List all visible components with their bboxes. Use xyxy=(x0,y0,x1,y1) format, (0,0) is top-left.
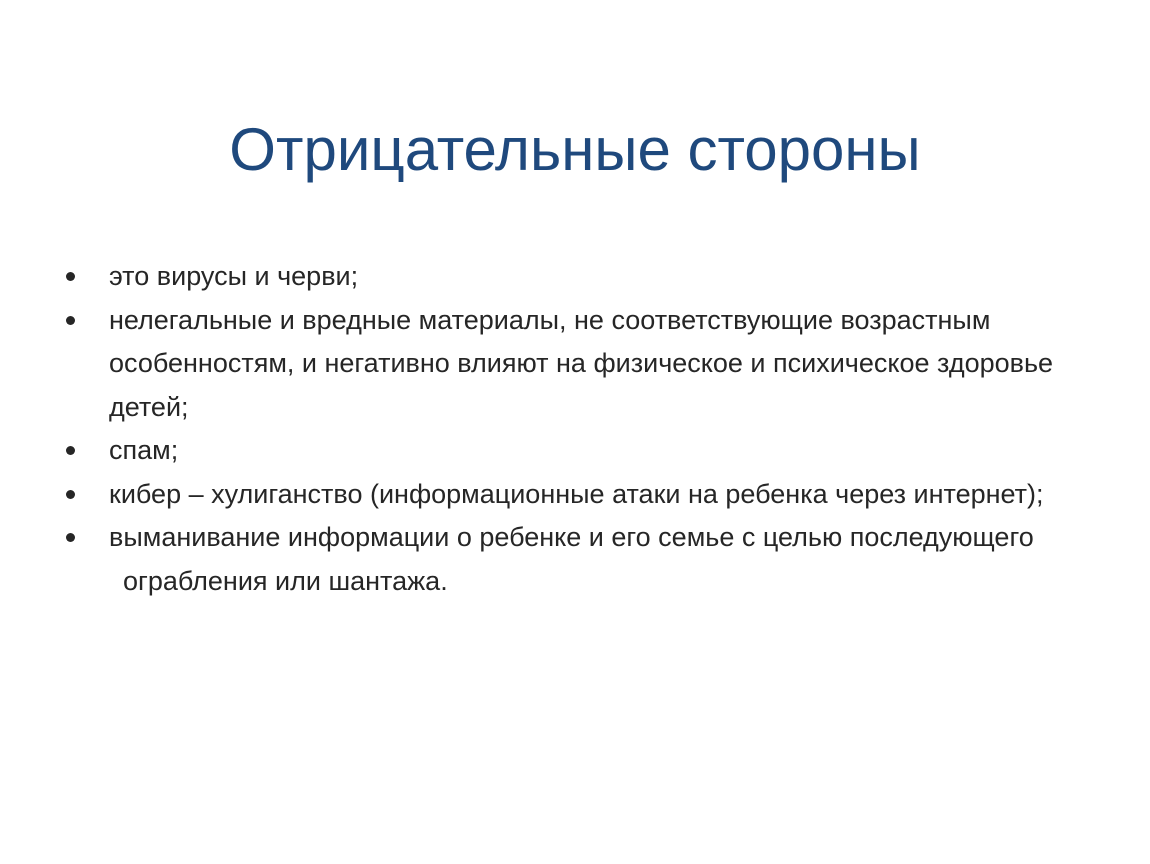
bullet-list xyxy=(60,255,1110,603)
bullet-icon xyxy=(66,272,75,281)
list-item xyxy=(60,255,1110,299)
list-item xyxy=(60,429,1110,473)
bullet-icon xyxy=(66,490,75,499)
list-item-text: это вирусы и черви; xyxy=(109,261,359,291)
bullet-icon xyxy=(66,446,75,455)
list-item xyxy=(60,299,1110,430)
list-item-text: нелегальные и вредные материалы, не соответствующие возрастным особенностям, и негативно влияют на физическое и психическое здоровье детей; xyxy=(109,304,1054,422)
list-item-continuation: ограбления или шантажа. xyxy=(123,565,448,596)
list-item xyxy=(60,516,1110,603)
list-item-text: выманивание информации о ребенке и его семье с целью последующего xyxy=(109,522,1034,552)
bullet-icon xyxy=(66,316,75,325)
slide-title: Отрицательные стороны xyxy=(229,116,921,183)
bullet-icon xyxy=(66,533,75,542)
list-item xyxy=(60,473,1110,517)
list-item-text: спам; xyxy=(109,435,179,465)
list-item-text: кибер – хулиганство (информационные атаки на ребенка через интернет); xyxy=(109,478,1044,509)
